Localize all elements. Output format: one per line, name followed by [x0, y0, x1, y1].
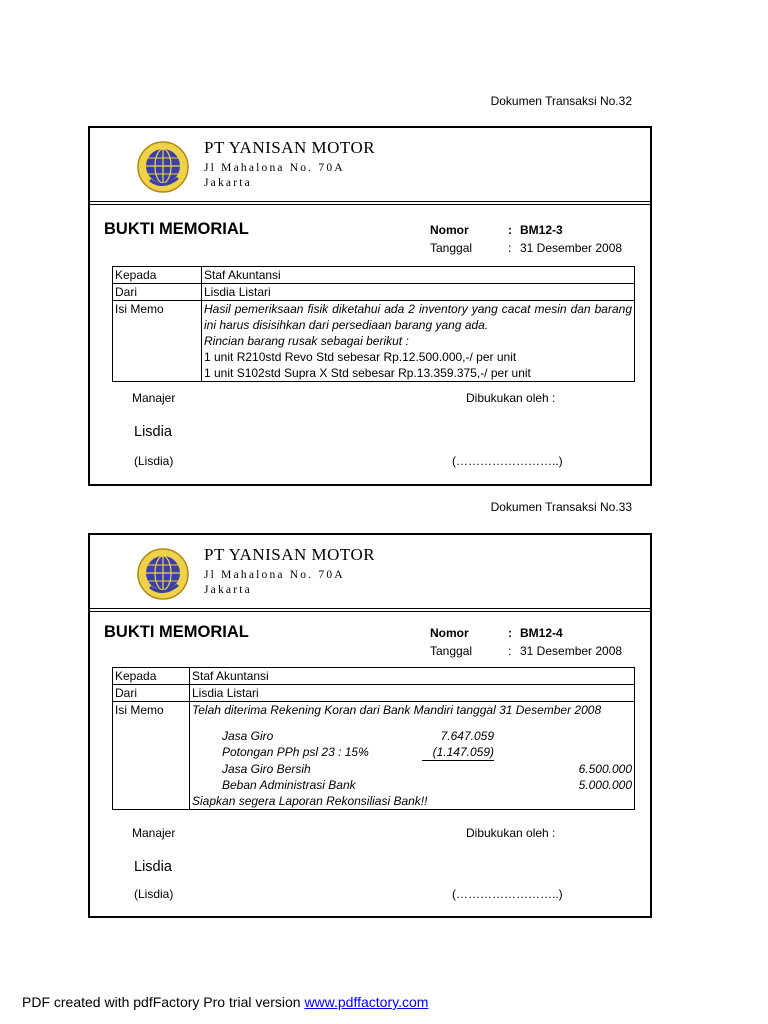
colon: :	[508, 644, 512, 658]
amount-desc: Beban Administrasi Bank	[222, 778, 356, 792]
table-row	[113, 267, 635, 284]
table-row	[113, 685, 635, 702]
memo-text: Siapkan segera Laporan Rekonsiliasi Bank!!	[192, 794, 428, 808]
nomor-label: Nomor	[430, 223, 469, 237]
company-address-line2: Jakarta	[204, 584, 252, 596]
memo-text: 1 unit S102std Supra X Std sebesar Rp.13.359.375,-/ per unit	[204, 366, 531, 380]
company-info	[204, 545, 375, 598]
kepada-label: Kepada	[113, 668, 190, 685]
nomor-label: Nomor	[430, 626, 469, 640]
tanggal-value: 31 Desember 2008	[520, 241, 623, 255]
amount-value: (1.147.059)	[422, 744, 494, 761]
bookkeeper-signature-blank: (……………………..)	[452, 454, 563, 468]
company-address-line1: Jl Mahalona No. 70A	[204, 162, 345, 174]
dibukukan-label: Dibukukan oleh :	[466, 826, 556, 840]
amount-desc: Potongan PPh psl 23 : 15%	[222, 745, 369, 759]
table-row	[113, 301, 635, 382]
memo-meta	[430, 624, 622, 660]
manager-name: (Lisdia)	[134, 887, 174, 901]
memo-table	[112, 667, 635, 810]
pdf-footer	[22, 994, 428, 1010]
memo-header	[90, 535, 650, 612]
dari-label: Dari	[113, 284, 202, 301]
company-name: PT YANISAN MOTOR	[204, 138, 376, 157]
memo-title: BUKTI MEMORIAL	[104, 220, 249, 238]
amount-row	[192, 744, 632, 761]
company-globe-logo	[136, 547, 190, 601]
manager-signature: Lisdia	[134, 859, 172, 875]
isi-memo-label: Isi Memo	[113, 702, 190, 810]
footer-text: PDF created with pdfFactory Pro trial version	[22, 994, 305, 1010]
amount-value	[422, 777, 494, 793]
memo-text: Telah diterima Rekening Koran dari Bank Mandiri tanggal 31 Desember 2008	[192, 703, 602, 717]
manager-name: (Lisdia)	[134, 454, 174, 468]
manajer-label: Manajer	[132, 826, 176, 840]
memo-card-bm12-3	[88, 126, 652, 486]
amount-row	[192, 761, 632, 777]
kepada-value: Staf Akuntansi	[202, 267, 635, 284]
memo-text: Rincian barang rusak sebagai berikut :	[204, 334, 409, 348]
amount-desc: Jasa Giro	[222, 729, 274, 743]
company-info	[204, 138, 375, 191]
kepada-value: Staf Akuntansi	[190, 668, 635, 685]
company-address-line2: Jakarta	[204, 177, 252, 189]
colon: :	[508, 241, 512, 255]
amount-total	[494, 744, 632, 761]
colon: :	[508, 223, 512, 237]
dari-value: Lisdia Listari	[190, 685, 635, 702]
amount-total	[494, 728, 632, 744]
memo-table	[112, 266, 635, 382]
manager-signature: Lisdia	[134, 424, 172, 440]
dari-label: Dari	[113, 685, 190, 702]
table-row	[113, 702, 635, 810]
isi-memo-content	[190, 702, 635, 810]
amount-total: 5.000.000	[578, 778, 632, 792]
tanggal-label: Tanggal	[430, 644, 473, 658]
amount-value: 7.647.059	[440, 729, 494, 743]
table-row	[113, 668, 635, 685]
doc-label-33: Dokumen Transaksi No.33	[490, 500, 632, 514]
doc-label-32: Dokumen Transaksi No.32	[490, 94, 632, 108]
amount-total: 6.500.000	[578, 762, 632, 776]
amount-desc: Jasa Giro Bersih	[222, 762, 311, 776]
memo-meta	[430, 221, 622, 257]
dari-value: Lisdia Listari	[202, 284, 635, 301]
pdffactory-link[interactable]: www.pdffactory.com	[304, 994, 429, 1010]
memo-title: BUKTI MEMORIAL	[104, 623, 249, 641]
memo-text: 1 unit R210std Revo Std sebesar Rp.12.500.000,-/ per unit	[204, 350, 517, 364]
amount-row	[192, 728, 632, 744]
kepada-label: Kepada	[113, 267, 202, 284]
tanggal-label: Tanggal	[430, 241, 473, 255]
amount-value	[422, 761, 494, 777]
memo-card-bm12-4	[88, 533, 652, 918]
colon: :	[508, 626, 512, 640]
memo-text: Hasil pemeriksaan fisik diketahui ada 2 inventory yang cacat mesin dan barang ini harus disisihkan dari persediaan barang yang ada.	[204, 302, 632, 332]
dibukukan-label: Dibukukan oleh :	[466, 391, 556, 405]
isi-memo-label: Isi Memo	[113, 301, 202, 382]
company-globe-logo	[136, 140, 190, 194]
company-address-line1: Jl Mahalona No. 70A	[204, 569, 345, 581]
isi-memo-content	[202, 301, 635, 382]
tanggal-value: 31 Desember 2008	[520, 644, 623, 658]
manajer-label: Manajer	[132, 391, 176, 405]
company-name: PT YANISAN MOTOR	[204, 545, 376, 564]
table-row	[113, 284, 635, 301]
nomor-value: BM12-4	[520, 626, 563, 640]
memo-header	[90, 128, 650, 205]
nomor-value: BM12-3	[520, 223, 563, 237]
bookkeeper-signature-blank: (……………………..)	[452, 887, 563, 901]
amount-row	[192, 777, 632, 793]
